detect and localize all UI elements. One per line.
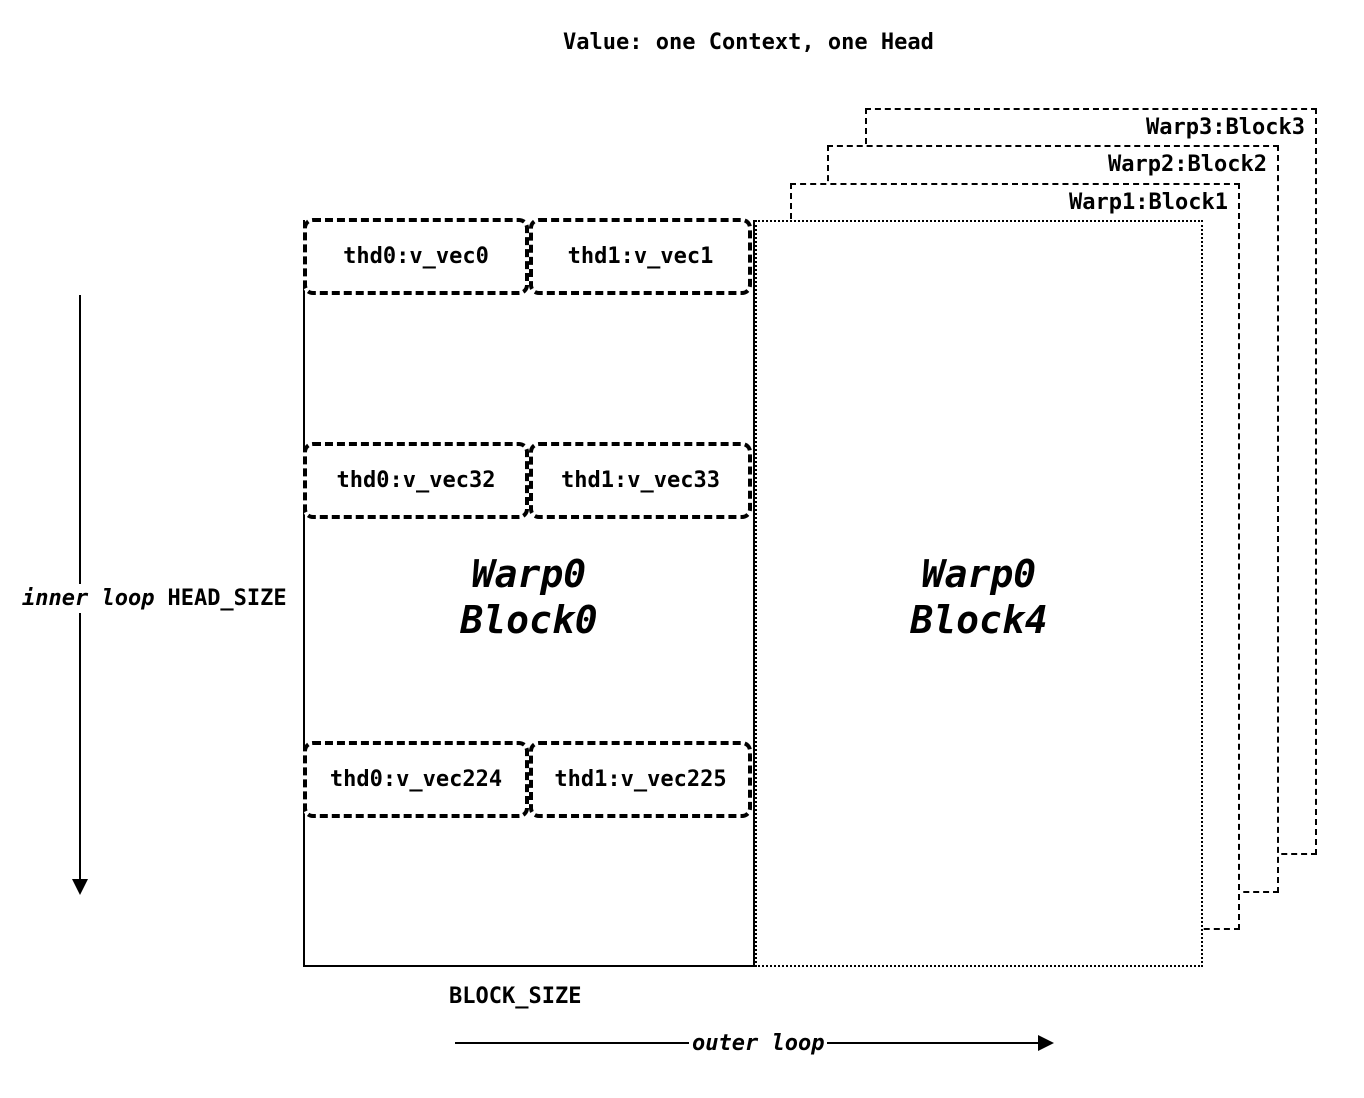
block4-label-line2: Block4 bbox=[910, 598, 1048, 642]
down-arrowhead-icon bbox=[72, 879, 88, 895]
block-warp1-label: Warp1:Block1 bbox=[1069, 190, 1228, 215]
cell-thd1-v-vec33: thd1:v_vec33 bbox=[529, 442, 752, 519]
diagram-title: Value: one Context, one Head bbox=[563, 30, 934, 55]
block0-label-line2: Block0 bbox=[460, 598, 598, 642]
cell-thd0-v-vec32: thd0:v_vec32 bbox=[303, 442, 529, 519]
cell-thd1-v-vec1: thd1:v_vec1 bbox=[529, 218, 752, 295]
outer-loop-label: outer loop bbox=[689, 1031, 827, 1056]
block4-label-line1: Warp0 bbox=[921, 552, 1037, 596]
inner-loop-label: inner loop bbox=[22, 586, 155, 611]
cell-thd1-v-vec225: thd1:v_vec225 bbox=[529, 741, 752, 818]
block-size-label: BLOCK_SIZE bbox=[449, 984, 582, 1009]
cell-thd0-v-vec224: thd0:v_vec224 bbox=[303, 741, 529, 818]
right-arrowhead-icon bbox=[1038, 1035, 1054, 1051]
block0-label-line1: Warp0 bbox=[471, 552, 587, 596]
block-warp0-block4 bbox=[755, 220, 1203, 967]
head-size-label: HEAD_SIZE bbox=[167, 586, 287, 611]
cell-thd0-v-vec0: thd0:v_vec0 bbox=[303, 218, 529, 295]
block-warp2-label: Warp2:Block2 bbox=[1108, 152, 1267, 177]
inner-loop-axis-label bbox=[18, 584, 291, 613]
block-warp3-label: Warp3:Block3 bbox=[1146, 115, 1305, 140]
block-warp0-block0 bbox=[303, 220, 755, 967]
